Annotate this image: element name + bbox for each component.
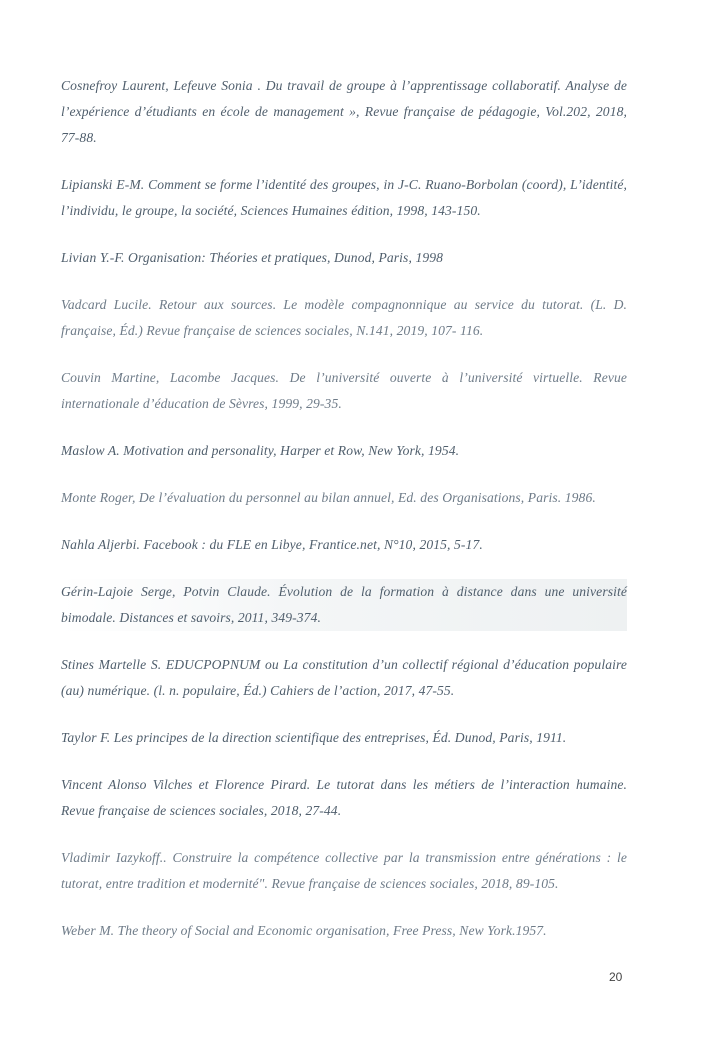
reference-list: [61, 73, 627, 965]
reference-entry: Gérin-Lajoie Serge, Potvin Claude. Évolution de la formation à distance dans une université bimodale. Distances et savoirs, 2011, 349-374.: [61, 579, 627, 631]
reference-entry: Livian Y.-F. Organisation: Théories et pratiques, Dunod, Paris, 1998: [61, 250, 444, 265]
reference-entry: Monte Roger, De l’évaluation du personnel au bilan annuel, Ed. des Organisations, Paris. 1986.: [61, 490, 596, 505]
reference-entry: Lipianski E-M. Comment se forme l’identité des groupes, in J-C. Ruano-Borbolan (coord), L’identité, l’individu, le groupe, la société, Sciences Humaines édition, 1998, 143-150.: [61, 177, 627, 218]
reference-entry: Cosnefroy Laurent, Lefeuve Sonia . Du travail de groupe à l’apprentissage collaboratif. Analyse de l’expérience d’étudiants en école de management », Revue française de pédagogie, Vol.202, 2018, 77-88.: [61, 78, 627, 145]
page-number: 20: [609, 970, 623, 984]
reference-entry: Couvin Martine, Lacombe Jacques. De l’université ouverte à l’université virtuelle. Revue internationale d’éducation de Sèvres, 1999, 29-35.: [61, 370, 627, 411]
reference-entry: Weber M. The theory of Social and Economic organisation, Free Press, New York.1957.: [61, 923, 547, 938]
reference-entry: Vadcard Lucile. Retour aux sources. Le modèle compagnonnique au service du tutorat. (L. D. française, Éd.) Revue française de sciences sociales, N.141, 2019, 107- 116.: [61, 297, 627, 338]
reference-entry: Vladimir Iazykoff.. Construire la compétence collective par la transmission entre générations : le tutorat, entre tradition et modernité". Revue française de sciences sociales, 2018, 89-105.: [61, 850, 627, 891]
reference-entry: Vincent Alonso Vilches et Florence Pirard. Le tutorat dans les métiers de l’interaction humaine. Revue française de sciences sociales, 2018, 27-44.: [61, 777, 627, 818]
reference-entry: Nahla Aljerbi. Facebook : du FLE en Libye, Frantice.net, N°10, 2015, 5-17.: [61, 537, 483, 552]
reference-entry: Maslow A. Motivation and personality, Harper et Row, New York, 1954.: [61, 443, 460, 458]
reference-entry: Stines Martelle S. EDUCPOPNUM ou La constitution d’un collectif régional d’éducation populaire (au) numérique. (l. n. populaire, Éd.) Cahiers de l’action, 2017, 47-55.: [61, 657, 627, 698]
reference-entry: Taylor F. Les principes de la direction scientifique des entreprises, Éd. Dunod, Paris, 1911.: [61, 730, 567, 745]
